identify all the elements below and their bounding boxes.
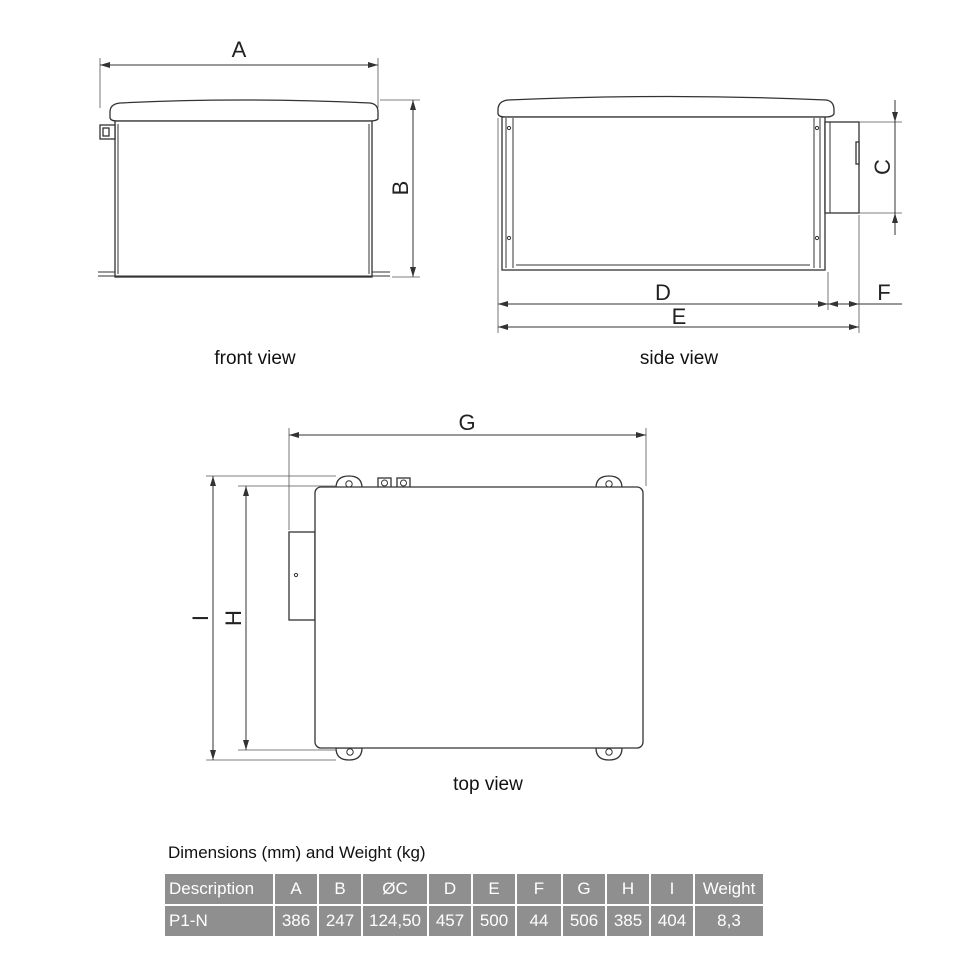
- table-cell: 506: [563, 906, 605, 936]
- table-cell: 457: [429, 906, 471, 936]
- dim-label-g: G: [458, 410, 476, 435]
- header-cell: H: [607, 874, 649, 904]
- dim-label-d: D: [655, 280, 671, 305]
- top-view-caption: top view: [453, 774, 523, 795]
- header-cell: A: [275, 874, 317, 904]
- table-cell: 404: [651, 906, 693, 936]
- table-cell: 44: [517, 906, 561, 936]
- dim-label-c: C: [870, 159, 895, 175]
- header-cell: D: [429, 874, 471, 904]
- side-view-caption: side view: [639, 348, 719, 369]
- table-title: Dimensions (mm) and Weight (kg): [168, 843, 426, 862]
- top-view: [188, 410, 646, 795]
- header-cell: G: [563, 874, 605, 904]
- header-cell: I: [651, 874, 693, 904]
- table-cell: P1-N: [165, 906, 273, 936]
- side-view: [498, 97, 902, 370]
- header-cell: Description: [165, 874, 273, 904]
- table-cell: 124,50: [363, 906, 427, 936]
- table-cell: 386: [275, 906, 317, 936]
- table-cell: 8,3: [695, 906, 763, 936]
- dim-label-a: A: [231, 37, 247, 62]
- header-cell: B: [319, 874, 361, 904]
- table-cell: 385: [607, 906, 649, 936]
- front-view-caption: front view: [214, 348, 296, 369]
- table-cell: 247: [319, 906, 361, 936]
- dim-label-b: B: [388, 180, 413, 196]
- front-view: [98, 37, 420, 369]
- dim-label-h: H: [221, 610, 246, 626]
- header-cell: F: [517, 874, 561, 904]
- table-header-row: [165, 874, 763, 904]
- header-cell: Weight: [695, 874, 763, 904]
- dimensions-table: [163, 872, 765, 938]
- header-cell: ØC: [363, 874, 427, 904]
- header-cell: E: [473, 874, 515, 904]
- table-row: [165, 906, 763, 936]
- table-cell: 500: [473, 906, 515, 936]
- dim-label-i: I: [188, 614, 213, 622]
- dim-label-e: E: [671, 304, 687, 329]
- dim-label-f: F: [877, 280, 891, 305]
